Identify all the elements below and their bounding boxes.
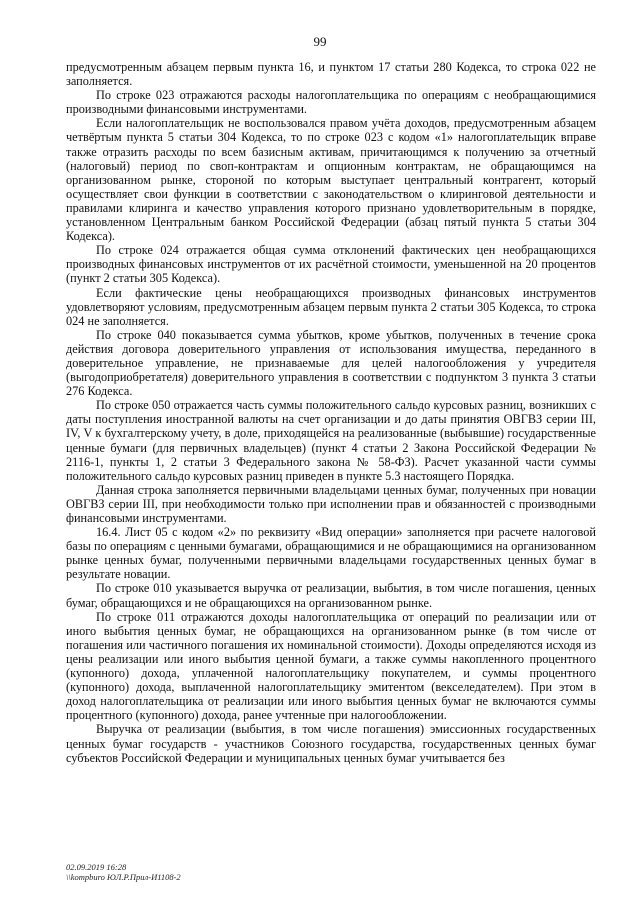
- footer-stamp: [66, 862, 181, 882]
- paragraph-12: Выручка от реализации (выбытия, в том числе погашения) эмиссионных государственных ценных бумаг государств - участников Союзного государства, государственных ценных бумаг субъектов Российской Федерации и муниципальных ценных бумаг учитывается без: [66, 722, 596, 765]
- paragraph-8: Данная строка заполняется первичными владельцами ценных бумаг, полученных при новации ОВГВЗ серии III, при необходимости только при исполнении прав и обязанностей с производными финансовыми инструментами.: [66, 482, 596, 525]
- paragraph-1: предусмотренным абзацем первым пункта 16, и пунктом 17 статьи 280 Кодекса, то строка 022 не заполняется.: [66, 60, 596, 89]
- footer-timestamp: 02.09.2019 16:28: [66, 862, 127, 872]
- paragraph-2: По строке 023 отражаются расходы налогоплательщика по операциям с необращающимися производными финансовыми инструментами.: [66, 88, 596, 117]
- paragraph-7: По строке 050 отражается часть суммы положительного сальдо курсовых разниц, возникших с даты поступления иностранной валюты на счет организации и до даты принятия ОВГВЗ серии III, IV, V к бухгалтерскому учету, в доле, приходящейся на реализованные (выбывшие) государственные ценные бумаги (для первичных владельцев) (пункт 4 статьи 2 Закона Российской Федерации № 2116-1, пункты 1, 2 статьи 3 Федерального закона № 58-ФЗ). Расчет указанной части суммы положительного сальдо курсовых разниц приведен в пункте 5.3 настоящего Порядка.: [66, 398, 596, 483]
- page-number: 99: [313, 34, 327, 49]
- body-text: [66, 60, 596, 765]
- paragraph-5: Если фактические цены необращающихся производных финансовых инструментов удовлетворяют условиям, предусмотренным абзацем первым пункта 2 статьи 305 Кодекса, то строка 024 не заполняется.: [66, 285, 596, 328]
- paragraph-10: По строке 010 указывается выручка от реализации, выбытия, в том числе погашения, ценных бумаг, обращающихся и не обращающихся на организованном рынке.: [66, 581, 596, 610]
- paragraph-6: По строке 040 показывается сумма убытков, кроме убытков, полученных в течение срока действия договора доверительного управления от использования имущества, переданного в доверительное управление, не признаваемые для целей налогообложения у учредителя (выгодоприобретателя) доверительного управления в соответствии с подпунктом 3 пункта 3 статьи 276 Кодекса.: [66, 327, 596, 399]
- paragraph-11: По строке 011 отражаются доходы налогоплательщика от операций по реализации или от иного выбытия ценных бумаг, не обращающихся на организованном рынке (в том числе от погашения или частичного погашения их номинальной стоимости). Доходы определяются исходя из цены реализации или иного выбытия ценной бумаги, а также суммы накопленного процентного (купонного) дохода, уплаченной налогоплательщику покупателем, и суммы процентного (купонного) дохода, выплаченной налогоплательщику эмитентом (векселедателем). При этом в доход налогоплательщика от реализации или иного выбытия ценных бумаг не включаются суммы процентного (купонного) дохода, ранее учтенные при налогообложении.: [66, 609, 596, 723]
- footer-file-path: \\kompburo ЮЛ.Р.Прил-И1108-2: [66, 872, 181, 882]
- paragraph-4: По строке 024 отражается общая сумма отклонений фактических цен необращающихся производных финансовых инструментов от их расчётной стоимости, уменьшенной на 20 процентов (пункт 2 статьи 305 Кодекса).: [66, 243, 596, 286]
- paragraph-9: 16.4. Лист 05 с кодом «2» по реквизиту «Вид операции» заполняется при расчете налоговой базы по операциям с ценными бумагами, обращающимися и не обращающимися на организованном рынке ценных бумаг, полученными первичными владельцами государственных ценных бумаг в результате новации.: [66, 525, 596, 582]
- paragraph-3: Если налогоплательщик не воспользовался правом учёта доходов, предусмотренным абзацем четвёртым пункта 5 статьи 304 Кодекса, то по строке 023 с кодом «1» налогоплательщик вправе также отразить расходы по всем базисным активам, причитающимся к получению за отчетный (налоговый) период по своп-контрактам и опционным контрактам, не обращающимся на организованном рынке, стороной по которым выступает центральный контрагент, который осуществляет свои функции в соответствии с законодательством о клиринговой деятельности и правилами клиринга и качество управления которого признано удовлетворительным в порядке, установленном Центральным банком Российской Федерации (абзац пятый пункта 5 статьи 304 Кодекса).: [66, 116, 596, 244]
